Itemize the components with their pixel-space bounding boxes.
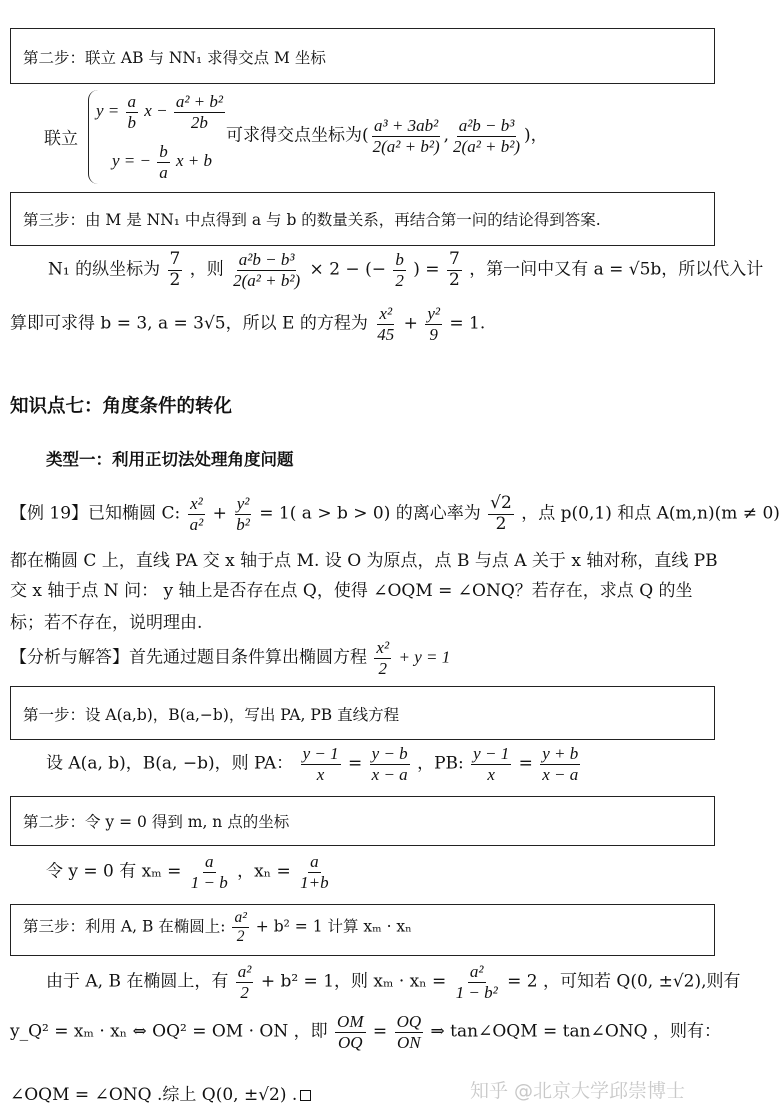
- eq1-frac2: [174, 92, 225, 132]
- final-line: [10, 1080, 311, 1105]
- s4-f2-num: OQ: [396, 1012, 422, 1031]
- s3box-start: 第三步：利用 A, B 在椭圆上:: [23, 917, 226, 936]
- calc-line: [10, 304, 485, 344]
- eq1-frac-num: a: [127, 92, 137, 111]
- calc-end: = 1.: [449, 313, 486, 334]
- n1-f4: [447, 250, 462, 290]
- s2-f1-num: a: [205, 852, 214, 871]
- s1-start: 设 A(a, b)，B(a, −b)，则 PA：: [46, 753, 294, 774]
- n1-f1-num: 7: [169, 249, 181, 269]
- step2b-box: [10, 796, 715, 846]
- coord2-den: 2(a² + b²): [453, 136, 521, 156]
- s3-f1: [236, 962, 254, 1002]
- n1-f1-den: 2: [169, 269, 181, 290]
- eq2-lhs: y = −: [112, 150, 151, 170]
- n1-f4-den: 2: [448, 269, 460, 290]
- result-text: 可求得交点坐标为(: [226, 125, 369, 146]
- n1-then: ，则: [189, 259, 224, 280]
- s3box-frac-num: a²: [234, 909, 247, 926]
- n1-f2-num: a²b − b³: [238, 250, 295, 269]
- s2-mid: ，xₙ =: [237, 861, 291, 882]
- n1-line: [48, 250, 763, 290]
- s4-f2-den: ON: [397, 1032, 421, 1052]
- calc-f1-den: 45: [377, 324, 395, 344]
- s3box-frac-den: 2: [236, 927, 245, 945]
- n1-eq: ) =: [413, 259, 440, 280]
- step1-box-text: 第一步：设 A(a,b)，B(a,−b)，写出 PA, PB 直线方程: [23, 706, 400, 724]
- calc-f2: [425, 304, 442, 344]
- calc-plus: +: [403, 313, 418, 334]
- n1-f3: [393, 250, 406, 290]
- coord1: [371, 116, 442, 156]
- step3b-line: [46, 962, 741, 1002]
- s3-f2-num: a²: [469, 962, 484, 981]
- final-text: ∠OQM = ∠ONQ .综上 Q(0, ±√2) .: [10, 1085, 298, 1105]
- calc-f2-den: 9: [429, 324, 438, 344]
- s1-mid: ，PB:: [417, 753, 464, 774]
- s3-f2: [454, 962, 500, 1002]
- section-heading: 知识点七：角度条件的转化: [10, 396, 233, 417]
- s1-f3-num: y − 1: [473, 744, 510, 763]
- s1-f4-num: y + b: [542, 744, 579, 763]
- s1-f1-den: x: [316, 764, 325, 784]
- ex-plus: +: [212, 503, 227, 524]
- system-prefix: 联立: [44, 129, 78, 149]
- eq1-frac2-den: 2b: [190, 112, 208, 132]
- coord2: [451, 116, 522, 156]
- ex-f1: [188, 494, 206, 534]
- s4-eq: =: [372, 1021, 388, 1042]
- s2-f2: [298, 852, 330, 892]
- n1-f1: [168, 250, 183, 290]
- calc-f2-num: y²: [427, 304, 440, 323]
- step3b-box-text: [23, 909, 412, 946]
- s4-f1: [335, 1012, 365, 1052]
- eq2-frac: [157, 142, 170, 182]
- qed-square-icon: [300, 1090, 311, 1101]
- step2b-box-text: 第二步：令 y = 0 得到 m, n 点的坐标: [23, 813, 290, 831]
- s4-f2: [395, 1012, 424, 1052]
- step1-box: [10, 686, 715, 740]
- n1-f2: [231, 250, 302, 290]
- watermark: 知乎 @北京大学邱崇博士: [470, 1080, 686, 1102]
- s2-f2-num: a: [310, 852, 319, 871]
- ex-f2-den: b²: [236, 514, 250, 534]
- type-heading: 类型一：利用正切法处理角度问题: [46, 450, 294, 469]
- ex-line1-c: ，点 p(0,1) 和点 A(m,n)(m ≠ 0): [521, 503, 780, 524]
- example-line2: 都在椭圆 C 上，直线 PA 交 x 轴于点 M. 设 O 为原点，点 B 与点 A 关于 x 轴对称，直线 PB: [10, 551, 718, 571]
- example-line3: 交 x 轴于点 N 问： y 轴上是否存在点 Q，使得 ∠OQM = ∠ONQ？若存在，求点 Q 的坐: [10, 581, 693, 601]
- step2b-line: [46, 852, 333, 892]
- ex-ecc-num: √2: [490, 493, 512, 513]
- analysis-line: [10, 638, 450, 678]
- s3-end: = 2 ，可知若 Q(0, ±√2),则有: [507, 971, 741, 992]
- ex-line1-a: 【例 19】已知椭圆 C:: [10, 503, 181, 524]
- s3box-end: + b² = 1 计算 xₘ · xₙ: [255, 917, 412, 936]
- result-end: )，: [524, 125, 548, 146]
- step2-box: [10, 28, 715, 84]
- ex-f2-num: y²: [236, 494, 250, 513]
- s4-end: ⇒ tan∠OQM = tan∠ONQ ，则有：: [430, 1021, 721, 1042]
- equiv-line: [10, 1012, 721, 1052]
- example-line1: [10, 494, 780, 534]
- n1-end: ，第一问中又有 a = √5b，所以代入计: [469, 259, 764, 280]
- n1-mid: × 2 − (−: [309, 259, 386, 280]
- s1-f3: [471, 744, 511, 784]
- s1-f1: [301, 744, 341, 784]
- n1-f2-den: 2(a² + b²): [233, 270, 301, 290]
- coord1-num: a³ + 3ab²: [374, 116, 439, 135]
- calc-start: 算即可求得 b = 3, a = 3√5，所以 E 的方程为: [10, 313, 368, 334]
- s3-start: 由于 A, B 在椭圆上，有: [46, 971, 229, 992]
- s2-f2-den: 1+b: [300, 872, 329, 892]
- s1-f3-den: x: [487, 764, 495, 784]
- system-result: 可求得交点坐标为( $\frac{\text{a³ + 3ab²}}{\text{2(a² + b²)}}$ , $\frac{\text{a²b − b³}}{\text{2(a² + b²)}}$ )，: [226, 116, 548, 156]
- s1-f2: [370, 744, 410, 784]
- s3-mid1: + b² = 1，则 xₘ · xₙ =: [260, 971, 447, 992]
- n1-f4-num: 7: [448, 249, 460, 269]
- eq1-mid: x −: [144, 100, 168, 120]
- s1-f4-den: x − a: [542, 764, 579, 784]
- analysis-frac-num: x²: [376, 638, 390, 657]
- analysis-frac: [374, 638, 391, 678]
- s4-start: y_Q² = xₘ · xₙ ⇔ OQ² = OM · ON ，即: [10, 1021, 328, 1042]
- system-eq1: [96, 92, 227, 132]
- step1-line: [46, 744, 582, 784]
- s3box-frac: [232, 909, 248, 946]
- analysis-text: 【分析与解答】首先通过题目条件算出椭圆方程: [10, 647, 367, 668]
- n1-start: N₁ 的纵坐标为: [48, 259, 161, 280]
- eq2-tail: x + b: [176, 150, 213, 170]
- calc-f1: [375, 304, 396, 344]
- s3-f2-den: 1 − b²: [455, 982, 498, 1002]
- s1-f2-den: x − a: [371, 764, 408, 784]
- ex-f2: [234, 494, 252, 534]
- eq1-frac: [126, 92, 139, 132]
- s4-f1-den: OQ: [337, 1032, 363, 1052]
- s1-eq2: =: [518, 753, 533, 774]
- calc-f1-num: x²: [379, 304, 393, 323]
- s3-f1-num: a²: [237, 962, 252, 981]
- step3b-box: [10, 904, 715, 956]
- system-eq2: [112, 142, 212, 182]
- eq2-frac-num: b: [159, 142, 168, 161]
- eq1-lhs: y =: [96, 100, 120, 120]
- n1-f3-den: 2: [395, 270, 404, 290]
- s3-f1-den: 2: [240, 982, 249, 1002]
- s1-f2-num: y − b: [371, 744, 408, 763]
- eq2-frac-den: a: [159, 162, 168, 182]
- s4-f1-num: OM: [337, 1012, 364, 1031]
- coord1-den: 2(a² + b²): [372, 136, 440, 156]
- step3-box: [10, 192, 715, 246]
- ex-line1-b: = 1( a > b > 0) 的离心率为: [259, 503, 481, 524]
- ex-f1-den: a²: [189, 514, 204, 534]
- s2-f1-den: 1 − b: [190, 872, 228, 892]
- s2-f1: [189, 852, 230, 892]
- analysis-end: + y = 1: [398, 647, 451, 667]
- s1-f4: [540, 744, 580, 784]
- ex-f1-num: x²: [190, 494, 203, 513]
- ex-ecc: [488, 494, 514, 534]
- example-line4: 标；若不存在，说明理由.: [10, 613, 203, 633]
- s1-f1-num: y − 1: [302, 744, 339, 763]
- coord2-num: a²b − b³: [458, 116, 515, 135]
- eq1-frac-den: b: [127, 112, 137, 132]
- step3-box-text: 第三步：由 M 是 NN₁ 中点得到 a 与 b 的数量关系，再结合第一问的结论得到答案.: [23, 211, 601, 229]
- s1-eq1: =: [348, 753, 363, 774]
- analysis-frac-den: 2: [378, 658, 387, 678]
- s2-start: 令 y = 0 有 xₘ =: [46, 861, 182, 882]
- step2-box-text: 第二步：联立 AB 与 NN₁ 求得交点 M 坐标: [23, 49, 326, 67]
- ex-ecc-den: 2: [495, 513, 507, 534]
- n1-f3-num: b: [395, 250, 404, 269]
- eq1-frac2-num: a² + b²: [175, 92, 223, 111]
